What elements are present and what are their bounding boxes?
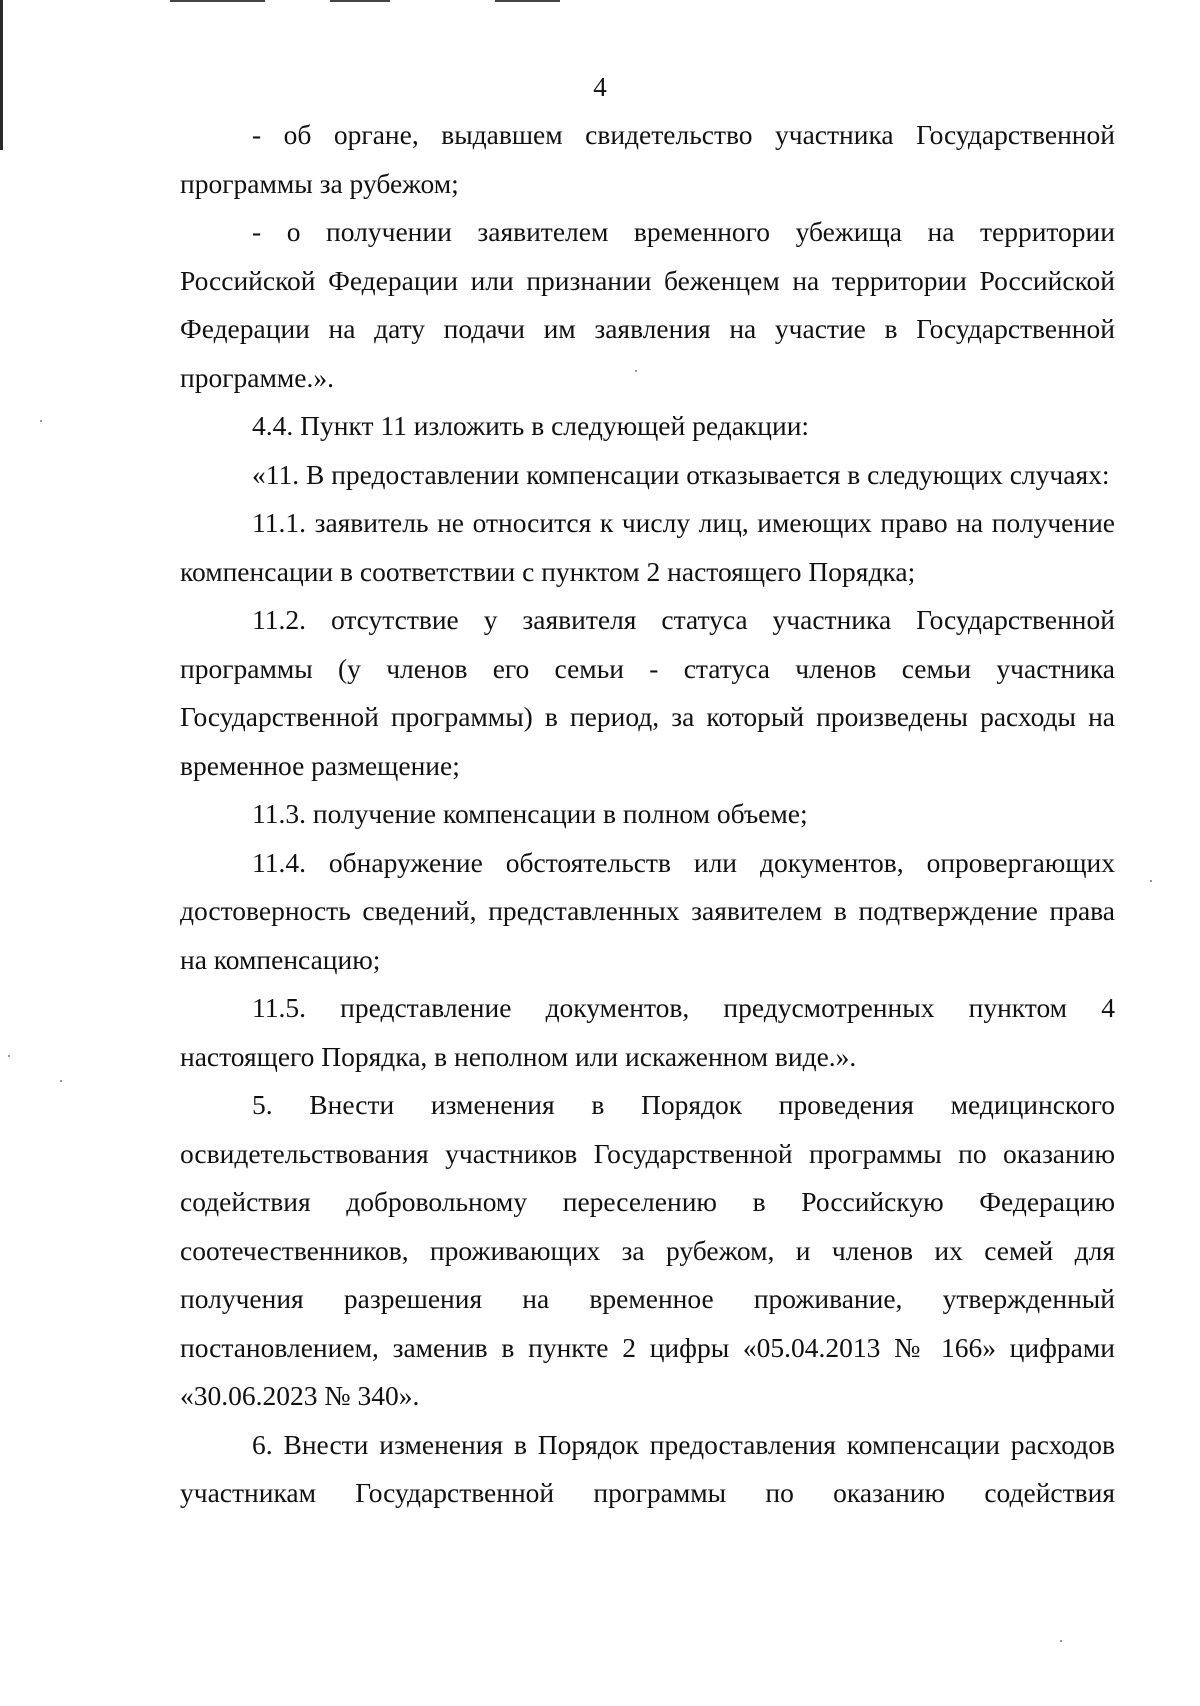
paragraph-item-11: «11. В предоставлении компенсации отказывается в следующих случаях: <box>252 458 1110 490</box>
scan-speck <box>40 420 42 422</box>
paragraph-item-5: 5. Внести изменения в Порядок проведения медицинского освидетельствования участников Государственной программы по оказанию содействия добровольному переселению в Российскую Федерацию соотечественников, проживающих за рубежом, и членов их семей для получения разрешения на временное проживание, утвержденный постановлением, заменив в пункте 2 цифры «05.04.2013 № 166» цифрами «30.06.2023 № 340». <box>180 1089 1115 1411</box>
scan-speck <box>8 1055 10 1057</box>
scan-top-mark <box>170 0 265 2</box>
page-number: 4 <box>593 72 607 102</box>
paragraph-item-4-4: 4.4. Пункт 11 изложить в следующей редакции: <box>252 410 810 441</box>
paragraph-temporary-asylum: - о получении заявителем временного убежища на территории Российской Федерации или признании беженцем на территории Российской Федерации на дату подачи им заявления на участие в Государственной программе.». <box>180 216 1115 393</box>
scan-top-mark <box>330 0 390 2</box>
document-body <box>180 111 1115 1518</box>
paragraph-issuing-authority: - об органе, выдавшем свидетельство участника Государственной программы за рубежом; <box>180 119 1115 199</box>
paragraph-item-11-5: 11.5. представление документов, предусмотренных пунктом 4 настоящего Порядка, в неполном или искаженном виде.». <box>180 992 1115 1072</box>
scan-top-mark <box>495 0 560 2</box>
scan-speck <box>1060 1640 1062 1642</box>
paragraph-item-11-4: 11.4. обнаружение обстоятельств или документов, опровергающих достоверность сведений, представленных заявителем в подтверждение права на компенсацию; <box>180 846 1115 975</box>
paragraph-item-11-2: 11.2. отсутствие у заявителя статуса участника Государственной программы (у членов его семьи - статуса членов семьи участника Государственной программы) в период, за который произведены расходы на временное размещение; <box>180 604 1115 781</box>
scan-speck <box>60 1080 62 1082</box>
paragraph-item-11-3: 11.3. получение компенсации в полном объеме; <box>252 798 808 829</box>
paragraph-item-6: 6. Внести изменения в Порядок предоставления компенсации расходов участникам Государственной программы по оказанию содействия <box>180 1428 1115 1508</box>
scan-speck <box>1150 880 1152 882</box>
paragraph-item-11-1: 11.1. заявитель не относится к числу лиц, имеющих право на получение компенсации в соответствии с пунктом 2 настоящего Порядка; <box>180 507 1115 587</box>
scan-speck <box>635 370 637 372</box>
